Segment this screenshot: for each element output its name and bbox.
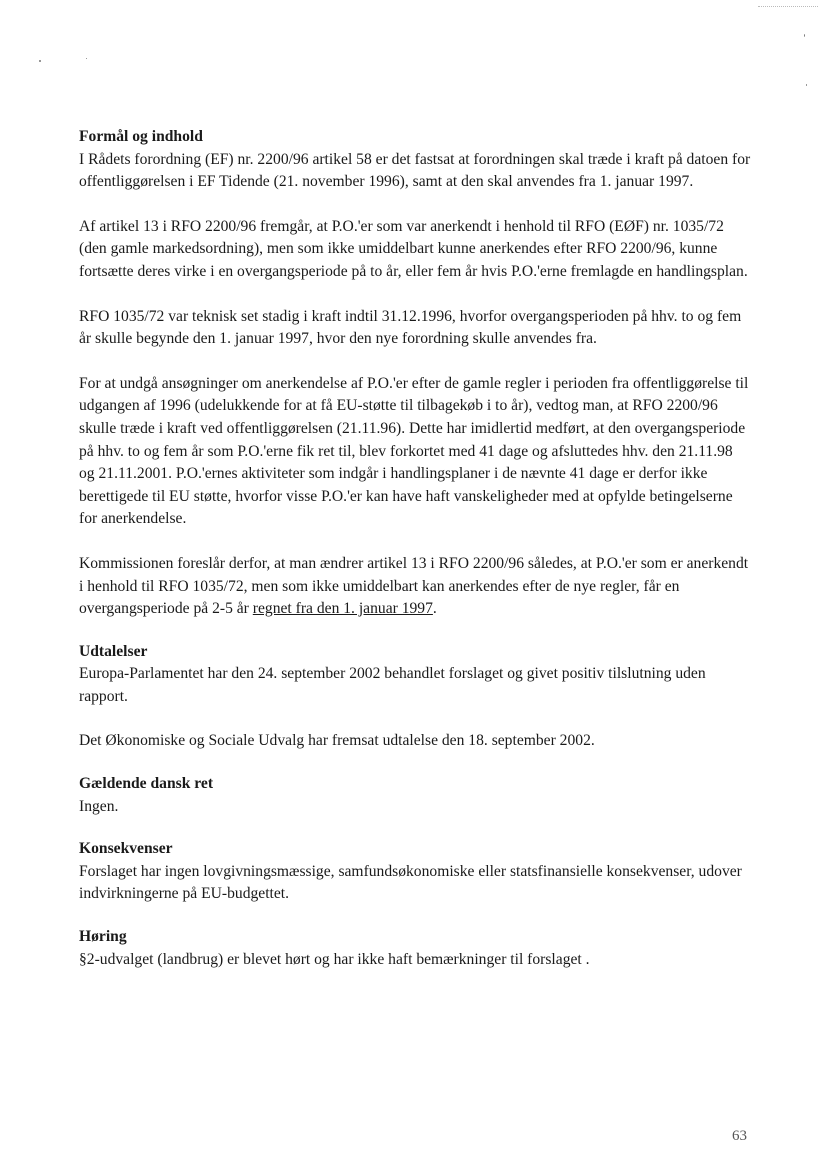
document-body [79,126,751,991]
paragraph-formaal-5 [79,553,751,621]
scan-speck [39,60,41,62]
section-udtalelser [79,641,751,753]
section-heading-udtalelser: Udtalelser [79,642,148,660]
scan-speck [806,84,807,86]
paragraph-udtalelser-1: Europa-Parlamentet har den 24. september 2002 behandlet forslaget og givet positiv tilslutning uden rapport. [79,665,706,705]
paragraph-udtalelser-2: Det Økonomiske og Sociale Udvalg har fremsat udtalelse den 18. september 2002. [79,732,595,750]
scan-speck [86,58,87,59]
section-heading-dansk-ret: Gældende dansk ret [79,775,214,793]
page-number: 63 [732,1128,747,1144]
section-heading-hoering: Høring [79,928,127,946]
section-heading-konsekvenser: Konsekvenser [79,840,173,858]
paragraph-formaal-5-underlined: regnet fra den 1. januar 1997 [252,600,433,618]
section-dansk-ret [79,773,751,818]
paragraph-formaal-5-end: . [432,600,437,618]
paragraph-formaal-4: For at undgå ansøgninger om anerkendelse af P.O.'er efter de gamle regler i perioden fra offentliggørelse til udgangen af 1996 (udelukkende for at få EU-støtte til tilbagekøb i to år), vedtog man, at RFO 2200/96 skulle træde i kraft ved offentliggørelsen (21.11.96). Dette har imidlertid medført, at den overgangsperiode på hhv. to og fem år som P.O.'erne fik ret til, blev forkortet med 41 dage og afsluttedes hhv. den 21.11.98 og 21.11.2001. P.O.'ernes aktiviteter som indgår i handlingsplaner i de nævnte 41 dage er derfor ikke berettigede til EU støtte, hvorfor visse P.O.'er kan have haft vanskeligheder med at opfylde betingelserne for anerkendelse. [79,374,749,528]
scan-edge-mark [758,6,818,7]
section-heading-formaal: Formål og indhold [79,128,203,145]
paragraph-dansk-ret-1: Ingen. [79,797,119,815]
section-formaal [79,126,751,621]
paragraph-hoering-1: §2-udvalget (landbrug) er blevet hørt og har ikke haft bemærkninger til forslaget . [79,950,590,968]
paragraph-formaal-5-main: Kommissionen foreslår derfor, at man ændrer artikel 13 i RFO 2200/96 således, at P.O.'er som er anerkendt i henhold til RFO 1035/72, men som ikke umiddelbart kan anerkendes efter de nye regler, får en overgangsperiode på 2-5 år [79,554,749,618]
paragraph-formaal-3: RFO 1035/72 var teknisk set stadig i kraft indtil 31.12.1996, hvorfor overgangsperioden på hhv. to og fem år skulle begynde den 1. januar 1997, hvor den nye forordning skulle anvendes fra. [79,307,742,348]
paragraph-konsekvenser-1: Forslaget har ingen lovgivningsmæssige, samfundsøkonomiske eller statsfinansielle konsekvenser, udover indvirkningerne på EU-budgettet. [79,862,742,903]
paragraph-formaal-1: I Rådets forordning (EF) nr. 2200/96 artikel 58 er det fastsat at forordningen skal træde i kraft på datoen for offentliggørelsen i EF Tidende (21. november 1996), samt at den skal anvendes fra 1. januar 1997. [79,150,751,191]
paragraph-formaal-2: Af artikel 13 i RFO 2200/96 fremgår, at P.O.'er som var anerkendt i henhold til RFO (EØF) nr. 1035/72 (den gamle markedsordning), men som ikke umiddelbart kunne anerkendes efter RFO 2200/96, kunne fortsætte deres virke i en overgangsperiode på to år, eller fem år hvis P.O.'erne fremlagde en handlingsplan. [79,217,748,280]
section-konsekvenser [79,838,751,906]
scan-speck [804,34,805,37]
section-hoering [79,926,751,971]
